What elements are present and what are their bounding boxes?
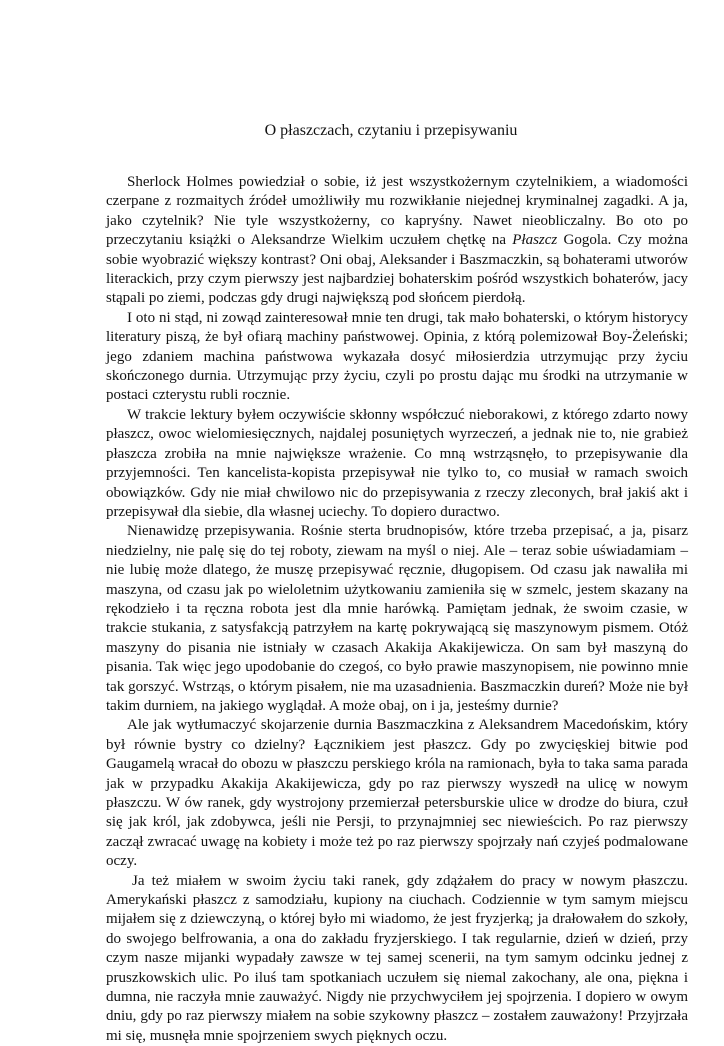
paragraph-2: I oto ni stąd, ni zowąd zainteresował mnie ten drugi, tak mało bohaterski, o którym historycy literatury piszą, że był ofiarą machiny państwowej. Opinia, z którą polemizował Boy-Żeleński; jego zdaniem machina państwowa wykazała dosyć miłosierdzia utrzymując przy życiu skończonego durnia. Utrzymując przy życiu, czyli po prostu dając mu środki na utrzymanie w postaci czterystu rubli rocznie. <box>106 309 688 404</box>
paragraph-1-text-after: Gogola. Czy można sobie wyobrazić większy kontrast? Oni obaj, Aleksander i Baszmaczkin, są bohaterami utworów literackich, przy czym pierwszy jest najbardziej bohaterskim pośród wszystkich bohaterów, jacy stąpali po ziemi, podczas gdy drugi największą pod słońcem pierdołą. <box>106 232 688 307</box>
paragraph-6: Ja też miałem w swoim życiu taki ranek, gdy zdążałem do pracy w nowym płaszczu. Amerykański płaszcz z samodziału, kupiony na ciuchach. Codziennie w tym samym miejscu mijałem się z dziewczyną, o której było mi wiadomo, że jest fryzjerką; ja drałowałem do szkoły, do swojego belfrowania, a ona do zakładu fryzjerskiego. I tak regularnie, dzień w dzień, przy czym nasze mijanki wypadały zawsze w tej samej scenerii, na tym samym odcinku jednej z pruszkowskich ulic. Po iluś tam spotkaniach uczułem się niemal zakochany, ale ona, piękna i dumna, nie raczyła mnie zauważyć. Nigdy nie przychwyciłem jej spojrzenia. I dopiero w owym dniu, gdy po raz pierwszy miałem na sobie szykowny płaszcz – zostałem zauważony! Przyjrzała mi się, musnęła mnie spojrzeniem swych pięknych oczu. <box>106 872 688 1044</box>
paragraph-4: Nienawidzę przepisywania. Rośnie sterta brudnopisów, które trzeba przepisać, a ja, pisarz niedzielny, nie palę się do tej roboty, ziewam na myśl o niej. Ale – teraz sobie uświadamiam – nie lubię może dlatego, że muszę przepisywać ręcznie, długopisem. Od czasu jak nawaliła mi maszyna, od czasu jak po wieloletnim użytkowaniu zamieniła się w szmelc, jestem skazany na rękodzieło i ta ręczna robota jest dla mnie harówką. Pamiętam jednak, że swoim czasie, w trakcie stukania, z satysfakcją patrzyłem na kartę pokrywającą się maszynowym pismem. Otóż maszyny do pisania nie istniały w czasach Akakija Akakijewicza. On sam był maszyną do pisania. Tak więc jego upodobanie do czegoś, co było prawie maszynopisem, nie powinno mnie tak gorszyć. Wstrząs, o którym pisałem, nie ma uzasadnienia. Baszmaczkin dureń? Może nie był takim durniem, na jakiego wyglądał. A może obaj, on i ja, jesteśmy durnie? <box>106 523 688 714</box>
paragraph-3: W trakcie lektury byłem oczywiście skłonny współczuć nieborakowi, z którego zdarto nowy płaszcz, owoc wielomiesięcznych, najdalej posuniętych wyrzeczeń, a jednak nie to, nie grabież płaszcza zrobiła na mnie największe wrażenie. Co mną wstrząsnęło, to przepisywanie dla przyjemności. Ten kancelista-kopista przepisywał nie tylko to, co musiał w ramach swoich obowiązków. Gdy nie miał chwilowo nic do przepisywania z rzeczy zleconych, brał jakiś akt i przepisywał dla siebie, dla własnej uciechy. To dopiero duractwo. <box>106 406 688 520</box>
paragraph-1 <box>106 173 688 309</box>
page-title: O płaszczach, czytaniu i przepisywaniu <box>264 122 518 139</box>
article-body <box>106 173 688 1046</box>
paragraph-5: Ale jak wytłumaczyć skojarzenie durnia Baszmaczkina z Aleksandrem Macedońskim, który był równie bystry co dzielny? Łącznikiem jest płaszcz. Gdy po zwycięskiej bitwie pod Gaugamelą wracał do obozu w płaszczu perskiego króla na ramionach, była to taka sama parada jak w przypadku Akakija Akakijewicza, gdy po raz pierwszy wyszedł na ulicę w nowym płaszczu. W ów ranek, gdy wystrojony przemierzał petersburskie ulice w drodze do biura, czuł się jak król, jak zdobywca, jeśli nie Persji, to przynajmniej sec niewieścich. Po raz pierwszy zaczął zwracać uwagę na kobiety i może też po raz pierwszy spojrzały nań czyjeś podmalowane oczy. <box>106 717 688 870</box>
book-title-emphasis: Płaszcz <box>512 232 558 249</box>
paragraph-1-text-before: Sherlock Holmes powiedział o sobie, iż jest wszystkożernym czytelnikiem, a wiadomości czerpane z rozmaitych źródeł umożliwiły mu rozwikłanie niejednej kryminalnej zagadki. A ja, jako czytelnik? Nie tyle wszystkożerny, co kapryśny. Nawet nieobliczalny. Bo oto po przeczytaniu książki o Aleksandrze Wielkim uczułem chętkę na <box>106 174 688 249</box>
